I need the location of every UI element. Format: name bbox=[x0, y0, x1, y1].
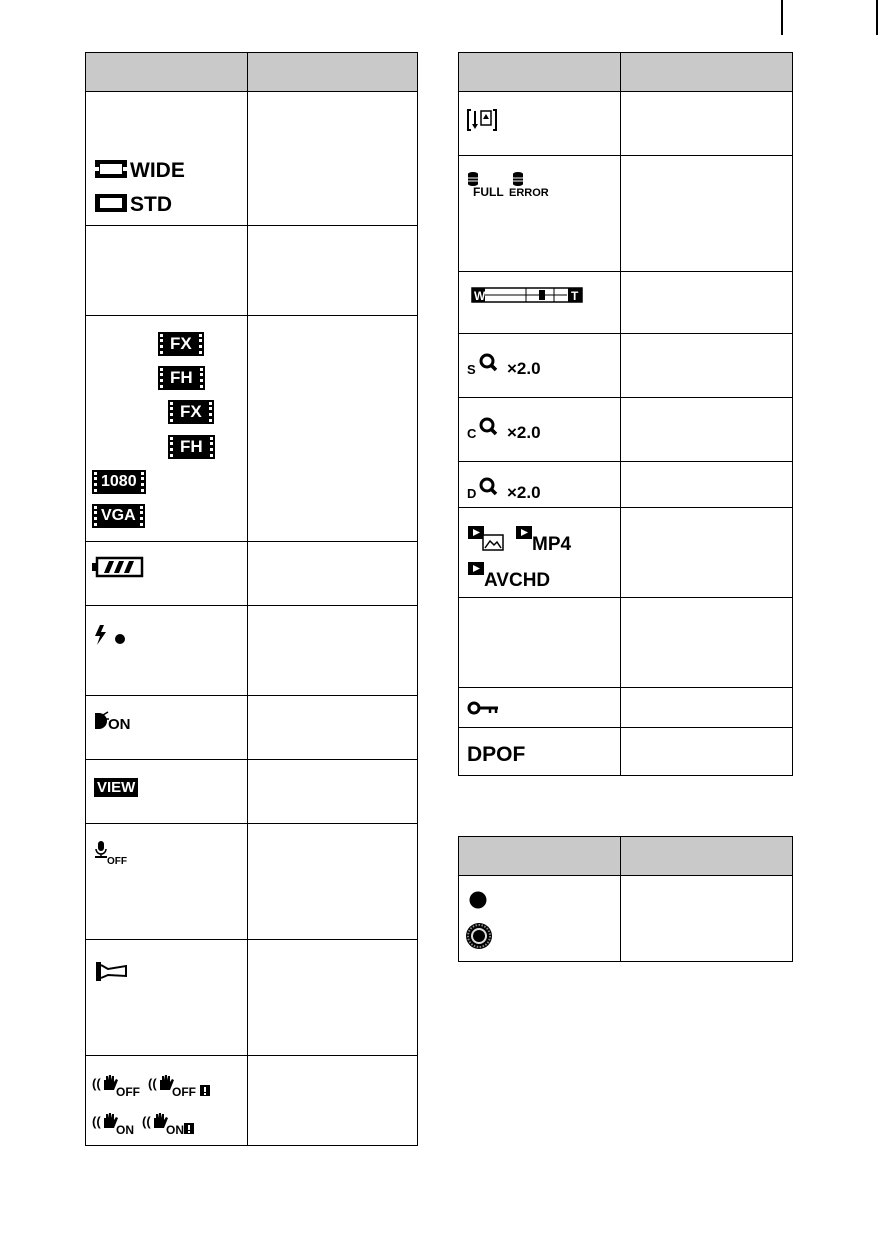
playback-photo-icon bbox=[467, 524, 507, 552]
table-header-row bbox=[459, 837, 793, 876]
view-icon: VIEW bbox=[94, 778, 138, 797]
table-row bbox=[459, 462, 793, 508]
table-header-row bbox=[86, 53, 418, 92]
table-row bbox=[86, 696, 418, 760]
svg-text:ON: ON bbox=[166, 1123, 184, 1136]
svg-text:OFF: OFF bbox=[116, 1085, 140, 1098]
steadyshot-off-icon bbox=[92, 1072, 148, 1098]
svg-text:W: W bbox=[474, 289, 486, 303]
svg-text:((: (( bbox=[142, 1114, 151, 1129]
orientation-icon bbox=[467, 108, 497, 132]
svg-text:AVCHD: AVCHD bbox=[484, 570, 551, 588]
fx-quality-icon: FX bbox=[160, 334, 202, 354]
mic-off-label: OFF bbox=[107, 856, 127, 866]
svg-text:DPOF: DPOF bbox=[467, 743, 526, 765]
svg-text:T: T bbox=[571, 289, 579, 303]
table-row bbox=[459, 508, 793, 598]
header-cell bbox=[248, 53, 418, 92]
table-row bbox=[86, 824, 418, 940]
std-label: STD bbox=[130, 193, 172, 214]
fx-quality-icon-2: FX bbox=[170, 402, 212, 422]
svg-text:×2.0: ×2.0 bbox=[507, 483, 541, 502]
table-row bbox=[459, 272, 793, 334]
steadyshot-on-warning-icon bbox=[142, 1110, 212, 1136]
table-row bbox=[86, 940, 418, 1056]
svg-text:×2.0: ×2.0 bbox=[507, 359, 541, 378]
fh-quality-icon: FH bbox=[160, 368, 203, 388]
playback-mp4-icon bbox=[515, 524, 595, 552]
header-cell bbox=[621, 53, 793, 92]
mic-off-icon bbox=[94, 840, 134, 866]
table-row bbox=[459, 156, 793, 272]
clear-zoom-icon bbox=[467, 416, 559, 442]
zoom-bar-icon bbox=[471, 286, 583, 304]
video-light-icon bbox=[94, 710, 154, 732]
svg-text:((: (( bbox=[92, 1076, 101, 1091]
battery-icon bbox=[92, 556, 144, 578]
table-row bbox=[459, 334, 793, 398]
margin-rule-left bbox=[781, 0, 783, 35]
table-row bbox=[86, 1056, 418, 1146]
table-row bbox=[86, 92, 418, 226]
steadyshot-off-warning-icon bbox=[148, 1072, 218, 1098]
playback-avchd-icon bbox=[467, 560, 567, 588]
header-cell bbox=[621, 837, 793, 876]
standard-aspect-icon bbox=[94, 192, 186, 214]
fh-quality-icon-2: FH bbox=[170, 437, 213, 457]
database-error-icon bbox=[509, 170, 553, 198]
record-dial-icon bbox=[465, 922, 493, 950]
svg-text:FULL: FULL bbox=[473, 185, 504, 198]
table-row bbox=[86, 542, 418, 606]
svg-text:ON: ON bbox=[116, 1123, 134, 1136]
svg-text:((: (( bbox=[92, 1114, 101, 1129]
svg-text:C: C bbox=[467, 426, 477, 441]
handheld-icon bbox=[94, 960, 134, 982]
margin-rule-right bbox=[876, 0, 878, 35]
light-on-label: ON bbox=[108, 716, 131, 732]
left-icon-table bbox=[85, 52, 418, 1146]
svg-text:D: D bbox=[467, 486, 477, 501]
table-row bbox=[86, 606, 418, 696]
smart-zoom-icon bbox=[467, 352, 559, 378]
right-icon-table bbox=[458, 52, 793, 776]
1080-icon: 1080 bbox=[94, 472, 144, 492]
svg-text:S: S bbox=[467, 362, 476, 377]
header-cell bbox=[86, 53, 248, 92]
header-cell bbox=[459, 53, 621, 92]
record-dot-icon bbox=[468, 890, 488, 910]
svg-text:ERROR: ERROR bbox=[509, 187, 549, 198]
table-row bbox=[459, 598, 793, 688]
vga-icon: VGA bbox=[94, 506, 143, 526]
recording-status-table bbox=[458, 836, 793, 962]
table-row bbox=[86, 316, 418, 542]
table-row bbox=[459, 398, 793, 462]
table-row bbox=[459, 876, 793, 962]
wide-label: WIDE bbox=[130, 159, 185, 180]
table-row bbox=[86, 760, 418, 824]
digital-zoom-icon bbox=[467, 476, 559, 502]
flash-icon bbox=[94, 624, 134, 646]
key-icon bbox=[467, 700, 507, 716]
table-row bbox=[86, 226, 418, 316]
svg-text:OFF: OFF bbox=[172, 1085, 196, 1098]
table-header-row bbox=[459, 53, 793, 92]
svg-text:×2.0: ×2.0 bbox=[507, 423, 541, 442]
table-row bbox=[459, 688, 793, 728]
header-cell bbox=[459, 837, 621, 876]
database-full-icon bbox=[467, 170, 507, 198]
svg-text:MP4: MP4 bbox=[532, 534, 572, 552]
table-row bbox=[459, 728, 793, 776]
table-row bbox=[459, 92, 793, 156]
svg-text:((: (( bbox=[148, 1076, 157, 1091]
widescreen-icon bbox=[94, 158, 186, 180]
steadyshot-on-icon bbox=[92, 1110, 148, 1136]
dpof-icon bbox=[467, 741, 527, 765]
